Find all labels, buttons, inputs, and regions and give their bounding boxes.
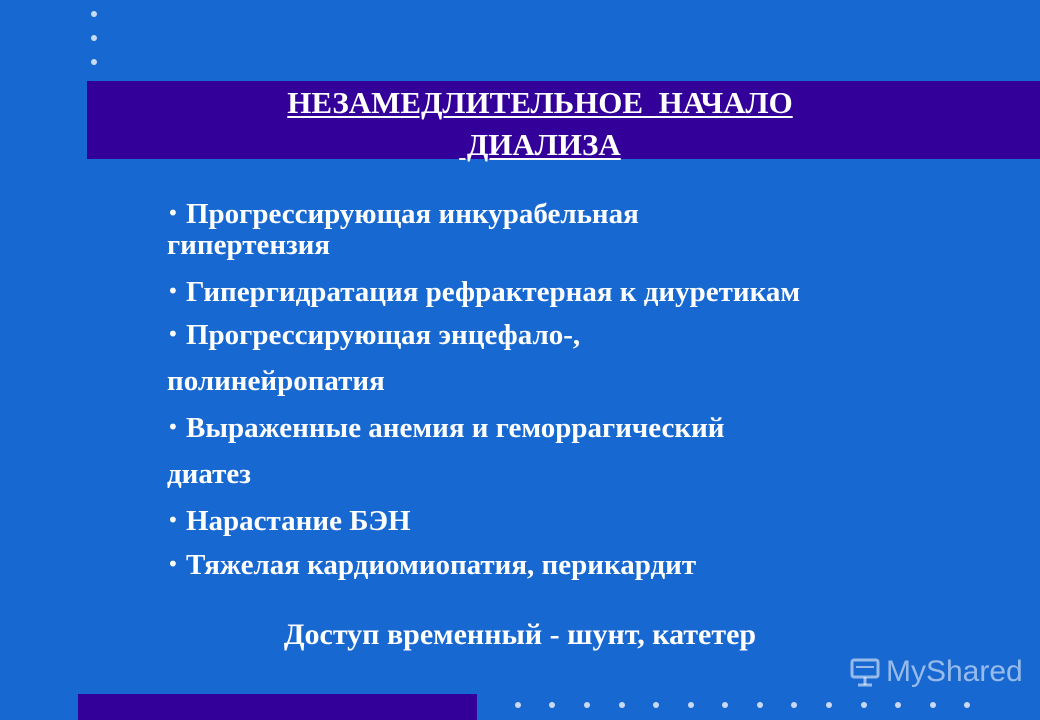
decoration-dot <box>791 702 797 708</box>
bullet-item <box>167 193 1007 265</box>
decoration-dot <box>688 702 694 708</box>
decoration-dot <box>91 35 97 41</box>
bullet-icon: • <box>167 508 179 532</box>
bullet-item <box>167 500 1007 540</box>
decoration-dot <box>861 702 867 708</box>
bullet-icon: • <box>167 279 179 303</box>
decoration-dot <box>619 702 625 708</box>
bottom-dots-decoration <box>515 702 1015 712</box>
bullet-text-continuation: полинейропатия <box>167 365 385 397</box>
top-dots-decoration <box>91 11 101 71</box>
slide-title-line2: ДИАЛИЗА <box>459 127 621 162</box>
bullet-text: Прогрессирующая инкурабельная <box>186 198 639 230</box>
decoration-dot <box>549 702 555 708</box>
bullet-item <box>167 544 1007 584</box>
decoration-dot <box>930 702 936 708</box>
slide-title <box>87 82 993 166</box>
bullet-list <box>167 193 1007 584</box>
bullet-text-continuation: гипертензия <box>167 229 331 261</box>
decoration-dot <box>91 11 97 17</box>
watermark-text: MyShared <box>886 655 1023 688</box>
bullet-text: Прогрессирующая энцефало-, <box>186 319 581 351</box>
bullet-item <box>167 271 1007 311</box>
bullet-text: Нарастание БЭН <box>186 505 411 537</box>
bullet-icon: • <box>167 322 179 346</box>
watermark <box>848 652 1023 692</box>
decoration-dot <box>584 702 590 708</box>
bullet-item <box>167 314 1007 401</box>
slide-title-line1: НЕЗАМЕДЛИТЕЛЬНОЕ НАЧАЛО <box>287 85 793 120</box>
bottom-band <box>78 694 477 720</box>
presentation-board-icon <box>848 655 882 689</box>
bullet-text-continuation: диатез <box>167 458 251 490</box>
bullet-icon: • <box>167 552 179 576</box>
decoration-dot <box>515 702 521 708</box>
decoration-dot <box>653 702 659 708</box>
decoration-dot <box>722 702 728 708</box>
access-footer-text: Доступ временный - шунт, катетер <box>283 618 757 651</box>
decoration-dot <box>91 59 97 65</box>
bullet-icon: • <box>167 415 179 439</box>
bullet-item <box>167 407 1007 494</box>
bullet-icon: • <box>167 201 179 225</box>
decoration-dot <box>964 702 970 708</box>
bullet-text: Выраженные анемия и геморрагический <box>186 412 725 444</box>
bullet-text: Тяжелая кардиомиопатия, перикардит <box>186 549 697 581</box>
bullet-text: Гипергидратация рефрактерная к диуретикам <box>186 276 801 308</box>
decoration-dot <box>895 702 901 708</box>
decoration-dot <box>757 702 763 708</box>
decoration-dot <box>826 702 832 708</box>
